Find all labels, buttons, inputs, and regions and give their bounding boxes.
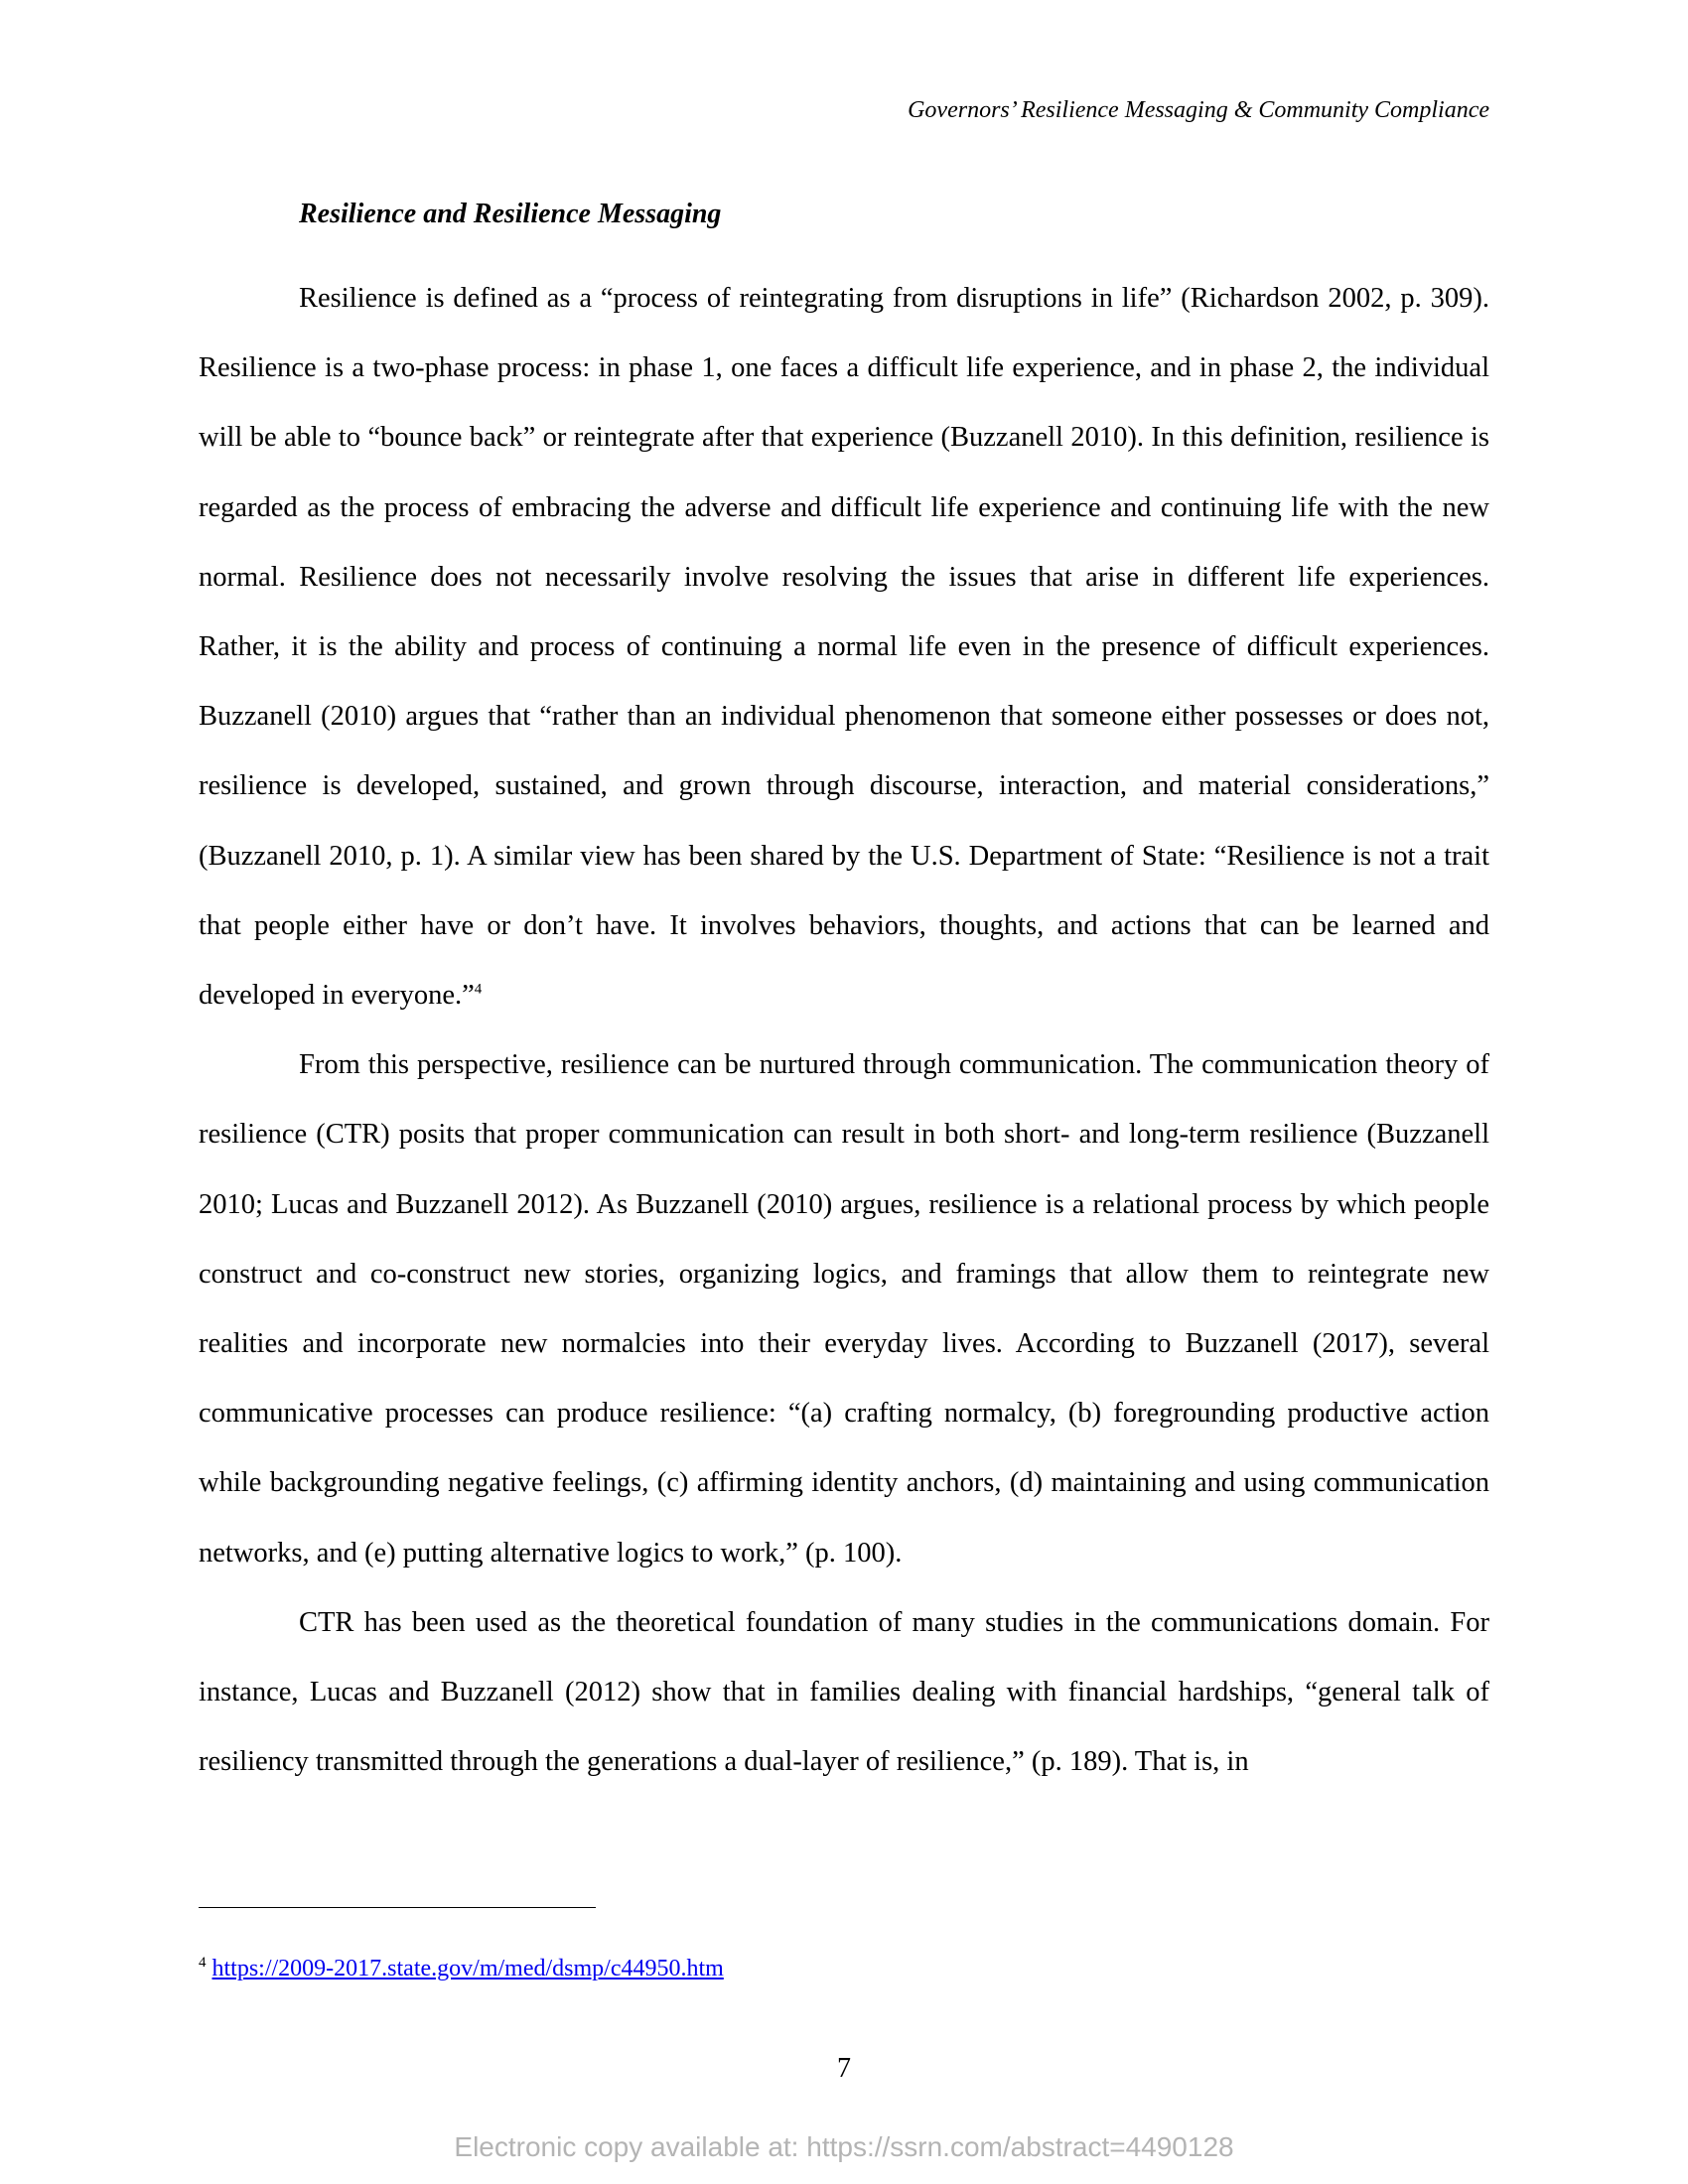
paragraph-1 [199,264,1489,1030]
footnote-separator [199,1907,596,1908]
footnote-number: 4 [199,1955,207,1971]
footnote-reference[interactable]: 4 [474,981,483,998]
page-number: 7 [837,2053,851,2084]
ssrn-watermark: Electronic copy available at: https://ssrn.com/abstract=4490128 [454,2131,1234,2162]
running-header: Governors’ Resilience Messaging & Community Compliance [908,97,1489,123]
paragraph-2: From this perspective, resilience can be nurtured through communication. The communication theory of resilience (CTR) posits that proper communication can result in both short- and long-term resilience (Buzzanell 2010; Lucas and Buzzanell 2012). As Buzzanell (2010) argues, resilience is a relational process by which people construct and co-construct new stories, organizing logics, and framings that allow them to reintegrate new realities and incorporate new normalcies into their everyday lives. According to Buzzanell (2017), several communicative processes can produce resilience: “(a) crafting normalcy, (b) foregrounding productive action while backgrounding negative feelings, (c) affirming identity anchors, (d) maintaining and using communication networks, and (e) putting alternative logics to work,” (p. 100). [199,1049,1489,1569]
paragraph-3: CTR has been used as the theoretical foundation of many studies in the communications domain. For instance, Lucas and Buzzanell (2012) show that in families dealing with financial hardships, “general talk of resiliency transmitted through the generations a dual-layer of resilience,” (p. 189). That is, in [199,1606,1489,1778]
footnote [199,1956,724,1982]
body-text [199,264,1489,1797]
paragraph-1-text: Resilience is defined as a “process of reintegrating from disruptions in life” (Richardson 2002, p. 309). Resilience is a two-phase process: in phase 1, one faces a difficult life experience, and in phase 2, the individual will be able to “bounce back” or reintegrate after that experience (Buzzanell 2010). In this definition, resilience is regarded as the process of embracing the adverse and difficult life experience and continuing life with the new normal. Resilience does not necessarily involve resolving the issues that arise in different life experiences. Rather, it is the ability and process of continuing a normal life even in the presence of difficult experiences. Buzzanell (2010) argues that “rather than an individual phenomenon that someone either possesses or does not, resilience is developed, sustained, and grown through discourse, interaction, and material considerations,” (Buzzanell 2010, p. 1). A similar view has been shared by the U.S. Department of State: “Resilience is not a trait that people either have or don’t have. It involves behaviors, thoughts, and actions that can be learned and developed in everyone.” [199,283,1489,1012]
footnote-link[interactable]: https://2009-2017.state.gov/m/med/dsmp/c44950.htm [211,1956,724,1981]
section-heading: Resilience and Resilience Messaging [299,199,722,229]
